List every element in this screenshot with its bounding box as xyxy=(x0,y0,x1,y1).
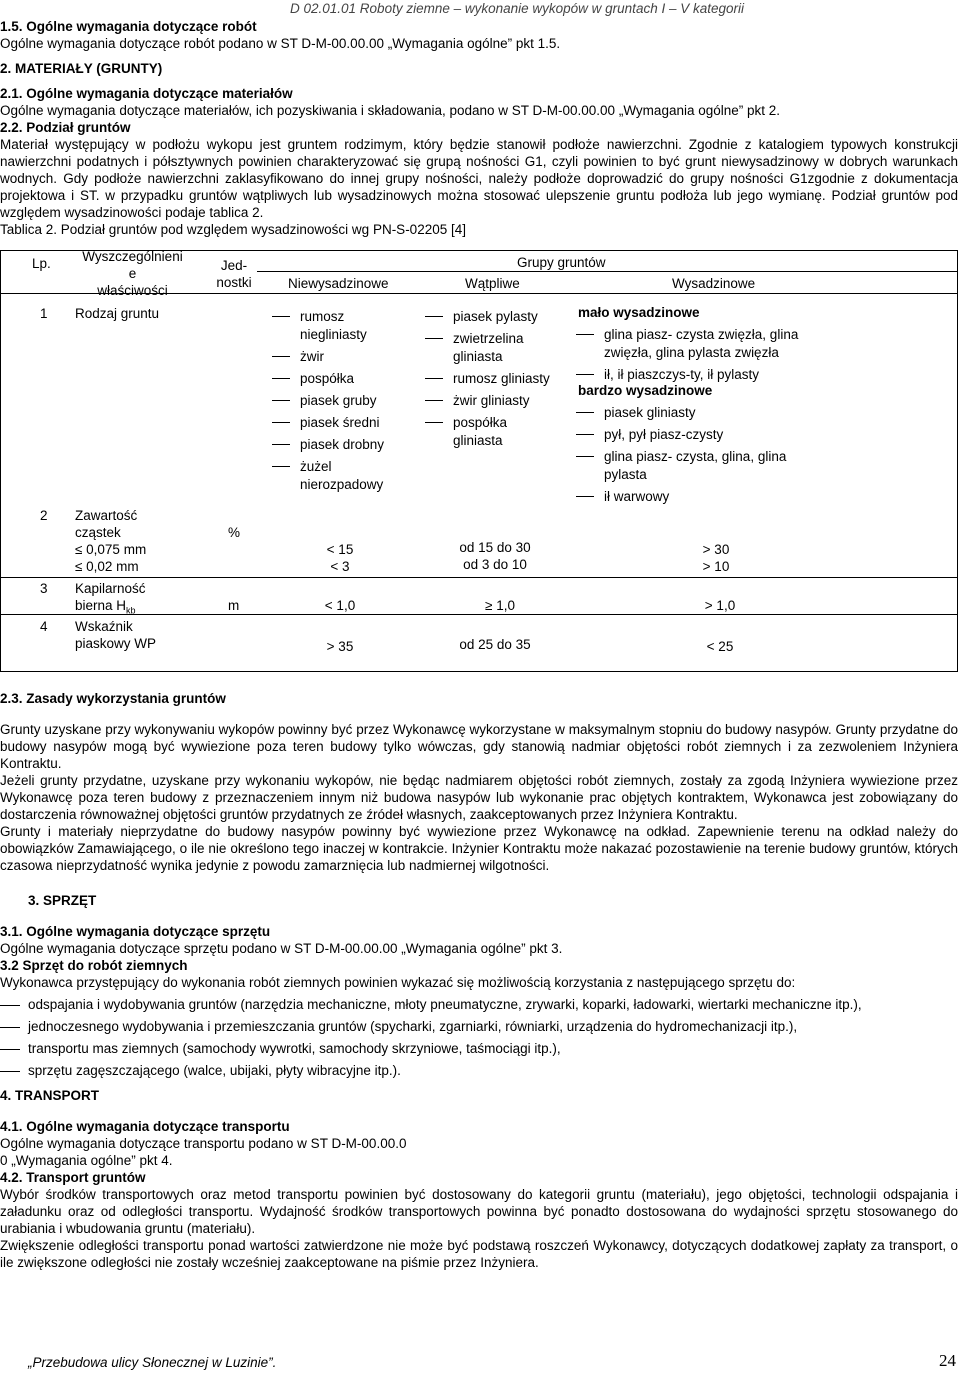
non-frost-item: żużel xyxy=(300,459,332,474)
non-frost-item: rumosz xyxy=(300,309,345,324)
section-2-2-text: Materiał występujący w podłożu wykopu jest gruntem rodzimym, który będzie stanowił podłoże nawierzchni. Zgodnie z katalogiem typowych konstrukcji nawierzchni podatnych i półsztywnych powinien charakteryzować się grupą nośności G1, czyli powinien to być grunt niewysadzinowy w dobrych warunkach wodnych. Gdy podłoże nawierzchni zaklasyfikowano do innej grupy nośności, należy podłoże doprowadzić do grupy nośności G1zgodnie z dokumentacja projektowa i ST. w przypadku gruntów wątpliwych lub wysadzinowych można stosować ulepszenie gruntu podłoża lub jego wymianę. Podział gruntów pod względem wysadzinowości podaje tablica 2. xyxy=(0,137,958,220)
section-2-3-p3: Grunty i materiały nieprzydatne do budowy nasypów powinny być wywiezione przez Wykonawcę na odkład. Zapewnienie terenu na odkład należy do obowiązków Zamawiającego, o ile nie określono tego inaczej w kontrakcie. Inżynier Kontraktu może nakazać pozostawienie na terenie budowy gruntów, których czasowa nieprzydatność wynika jedynie z powodu zamarznięcia lub nadmiernej wilgotności. xyxy=(0,824,958,873)
doubtful-item-cont: gliniasta xyxy=(453,349,503,364)
section-3-title: 3. SPRZĘT xyxy=(28,893,97,908)
frost-high-item: piasek gliniasty xyxy=(604,405,696,420)
page-footer xyxy=(28,1351,958,1372)
frost-low-title: mało wysadzinowe xyxy=(578,305,700,320)
row-2-doubtful: od 15 do 30 od 3 do 10 xyxy=(459,540,531,572)
non-frost-item: piasek gruby xyxy=(300,393,377,408)
non-frost-item: pospółka xyxy=(300,371,355,386)
section-3-2-title: 3.2 Sprzęt do robót ziemnych xyxy=(0,958,188,973)
list-item: jednoczesnego wydobywania i przemieszczania gruntów (spycharki, zgarniarki, równiarki, urządzenia do hydromechanizacji itp.), xyxy=(0,1018,958,1035)
header-unit: Jed- nostki xyxy=(216,258,252,290)
non-frost-item: piasek drobny xyxy=(300,437,385,452)
row-3-name: Kapilarność bierna $H_{kb}$ xyxy=(75,581,146,616)
header-spec: Wyszczególnieni e właściwości xyxy=(82,249,183,298)
non-frost-item: żwir xyxy=(300,349,324,364)
doubtful-item-cont: gliniasta xyxy=(453,433,503,448)
document-body xyxy=(0,18,958,1271)
row-1-lp: 1 xyxy=(40,306,48,321)
header-non-frost: Niewysadzinowe xyxy=(288,276,389,291)
row-2-name: Zawartość cząstek ≤ 0,075 mm ≤ 0,02 mm xyxy=(75,508,147,574)
equipment-list xyxy=(0,996,958,1079)
row-4-non-frost: > 35 xyxy=(326,639,354,654)
header-lp: Lp. xyxy=(32,256,51,271)
row-2-frost: > 30 > 10 xyxy=(702,542,730,574)
doubtful-item: piasek pylasty xyxy=(453,309,538,324)
frost-low-item: glina piasz- czysta zwięzła, glina xyxy=(604,327,799,342)
row-2-unit: % xyxy=(228,525,241,540)
table-rule xyxy=(0,577,958,578)
section-3-1-text: Ogólne wymagania dotyczące sprzętu podano w ST D-M-00.00.00 „Wymagania ogólne” pkt 3. xyxy=(0,941,563,956)
doubtful-item: żwir gliniasty xyxy=(453,393,530,408)
table-rule xyxy=(0,251,1,671)
section-1-5-title: 1.5. Ogólne wymagania dotyczące robót xyxy=(0,19,257,34)
frost-high-item: glina piasz- czysta, glina, glina xyxy=(604,449,787,464)
frost-low-item-cont: zwięzła, glina pylasta zwięzła xyxy=(604,345,779,360)
row-4-lp: 4 xyxy=(40,619,48,634)
section-3-1-title: 3.1. Ogólne wymagania dotyczące sprzętu xyxy=(0,924,271,939)
row-3-frost: > 1,0 xyxy=(704,598,736,613)
section-1-5-text: Ogólne wymagania dotyczące robót podano w ST D-M-00.00.00 „Wymagania ogólne” pkt 1.5. xyxy=(0,36,561,51)
frost-high-item: pył, pył piasz-czysty xyxy=(604,427,724,442)
section-2-3-p1: Grunty uzyskane przy wykonywaniu wykopów powinny być przez Wykonawcę wykorzystane w maksymalnym stopniu do budowy nasypów. Grunty przydatne do budowy nasypów mogą być wywiezione poza teren budowy tylko wówczas, gdy stanowią nadmiar objętości robót ziemnych i za zezwoleniem Inżyniera Kontraktu. xyxy=(0,722,958,771)
row-3-unit: m xyxy=(228,598,240,613)
list-item: transportu mas ziemnych (samochody wywrotki, samochody skrzyniowe, taśmociągi itp.), xyxy=(0,1040,958,1057)
row-2-non-frost: < 15 < 3 xyxy=(326,542,354,574)
frost-high-item: ił warwowy xyxy=(604,489,670,504)
footer-project-name: „Przebudowa ulicy Słonecznej w Luzinie”. xyxy=(28,1355,277,1370)
section-2-1-title: 2.1. Ogólne wymagania dotyczące materiałów xyxy=(0,86,293,101)
section-2-2-title: 2.2. Podział gruntów xyxy=(0,120,131,135)
row-2-lp: 2 xyxy=(40,508,48,523)
frost-high-item-cont: pylasta xyxy=(604,467,647,482)
section-4-2-p2: Zwiększenie odległości transportu ponad wartości zatwierdzone nie może być podstawą roszczeń Wykonawcy, dotyczących dodatkowej zapłaty za transport, o ile zwiększone odległości nie zostały wcześniej zaakceptowane na piśmie przez Inżyniera. xyxy=(0,1238,958,1270)
section-4-2-p1: Wybór środków transportowych oraz metod transportu powinien być dostosowany do kategorii gruntu (materiału), jego objętości, technologii odspajania i załadunku oraz od odległości transportu. Wydajność środków transportowych powinna być ponadto dostosowana do wydajności sprzętu stosowanego do urabiania i wbudowania gruntu (materiału). xyxy=(0,1187,958,1236)
section-4-2-title: 4.2. Transport gruntów xyxy=(0,1170,146,1185)
list-item: odspajania i wydobywania gruntów (narzędzia mechaniczne, młoty pneumatyczne, zrywarki, koparki, ładowarki, wiertarki mechaniczne itp.), xyxy=(0,996,958,1013)
running-header: D 02.01.01 Roboty ziemne – wykonanie wykopów w gruntach I – V kategorii xyxy=(290,1,744,16)
frost-low-item: ił, ił piaszczys-ty, ił pylasty xyxy=(604,367,760,382)
header-frost: Wysadzinowe xyxy=(672,276,756,291)
table-rule xyxy=(257,271,957,272)
header-groups: Grupy gruntów xyxy=(517,255,606,270)
section-2-3-p2: Jeżeli grunty przydatne, uzyskane przy wykonaniu wykopów, nie będąc nadmiarem objętości robót ziemnych, zostały za zgodą Inżyniera wywiezione przez Wykonawcę poza teren budowy z przeznaczeniem innym niż budowa nasypów lub wykonanie prac objętych kontraktem, Wykonawca jest zobowiązany do dostarczenia równoważnej objętości gruntów przydatnych ze źródeł własnych, zaakceptowanych przez Inżyniera Kontraktu. xyxy=(0,773,958,822)
section-4-1-title: 4.1. Ogólne wymagania dotyczące transportu xyxy=(0,1119,290,1134)
doubtful-item: zwietrzelina xyxy=(453,331,524,346)
non-frost-item-cont: niegliniasty xyxy=(300,327,367,342)
row-4-frost: < 25 xyxy=(706,639,734,654)
section-2-3-title: 2.3. Zasady wykorzystania gruntów xyxy=(0,691,226,706)
doubtful-item: rumosz gliniasty xyxy=(453,371,550,386)
section-4-title: 4. TRANSPORT xyxy=(0,1088,100,1103)
doubtful-item: pospółka xyxy=(453,415,508,430)
list-item: sprzętu zagęszczającego (walce, ubijaki, płyty wibracyjne itp.). xyxy=(0,1062,958,1079)
page-number: 24 xyxy=(939,1351,956,1370)
non-frost-item: piasek średni xyxy=(300,415,380,430)
section-4-1-text-1: Ogólne wymagania dotyczące transportu podano w ST D-M-00.00.0 xyxy=(0,1136,407,1151)
row-4-name: Wskaźnik piaskowy WP xyxy=(75,619,157,651)
header-doubtful: Wątpliwe xyxy=(465,276,520,291)
row-3-doubtful: ≥ 1,0 xyxy=(485,598,515,613)
row-4-doubtful: od 25 do 35 xyxy=(459,637,531,652)
non-frost-item-cont: nierozpadowy xyxy=(300,477,384,492)
row-3-non-frost: < 1,0 xyxy=(324,598,356,613)
table-rule xyxy=(957,251,958,671)
row-3-lp: 3 xyxy=(40,581,48,596)
table-caption: Tablica 2. Podział gruntów pod względem wysadzinowości wg PN-S-02205 [4] xyxy=(0,222,466,237)
frost-high-title: bardzo wysadzinowe xyxy=(578,383,713,398)
row-1-name: Rodzaj gruntu xyxy=(75,306,160,321)
section-4-1-text-2: 0 „Wymagania ogólne” pkt 4. xyxy=(0,1153,173,1168)
section-3-2-text: Wykonawca przystępujący do wykonania robót ziemnych powinien wykazać się możliwością korzystania z następującego sprzętu do: xyxy=(0,975,796,990)
section-2-title: 2. MATERIAŁY (GRUNTY) xyxy=(0,61,163,76)
section-2-1-text: Ogólne wymagania dotyczące materiałów, ich pozyskiwania i składowania, podano w ST D-M-00.00.00 „Wymagania ogólne” pkt 2. xyxy=(0,103,781,118)
soil-frost-table xyxy=(0,250,958,672)
